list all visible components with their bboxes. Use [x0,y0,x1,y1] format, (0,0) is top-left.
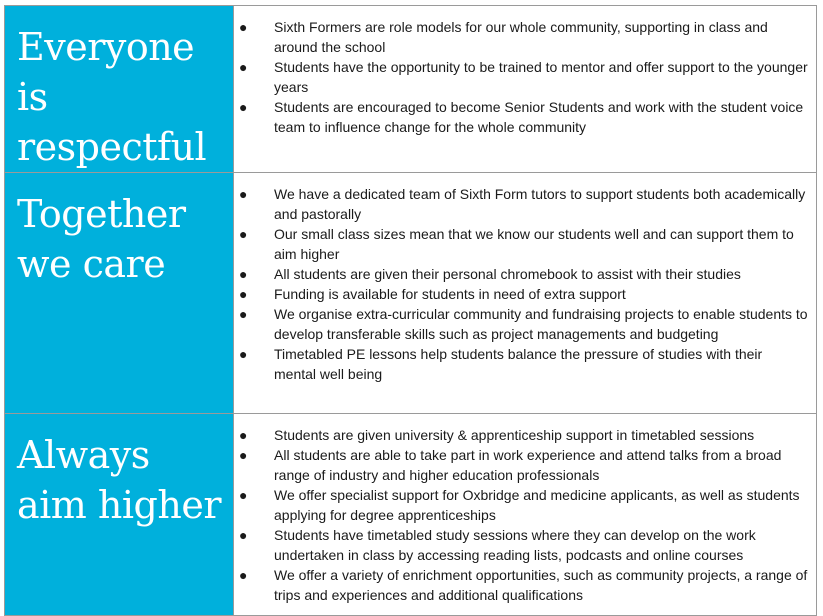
list-item: ● All students are able to take part in work experience and attend talks from a broad range of industry and higher education professionals [239,447,782,483]
list-item: ● Students are encouraged to become Senior Students and work with the student voice team to influence change for the whole community [239,99,804,135]
bullet-icon: ● [239,487,248,503]
row-heading: Everyone is respectful [17,25,207,169]
bullet-icon: ● [239,99,248,115]
row-heading: Always aim higher [17,433,221,527]
list-item: ● All students are given their personal chromebook to assist with their studies [239,266,741,282]
bullet-list [234,6,816,147]
bullet-icon: ● [239,306,248,322]
bullet-icon: ● [239,226,248,242]
list-item: ● Students have timetabled study sessions where they can develop on the work undertaken in class by accessing reading lists, podcasts and online courses [239,527,756,563]
list-item: ● We offer a variety of enrichment opportunities, such as community projects, a range of trips and experiences and additional qualifications [239,567,808,603]
bullet-icon: ● [239,19,248,35]
bullet-icon: ● [239,186,248,202]
bullet-icon: ● [239,567,248,583]
table-row [5,6,817,173]
values-table [4,5,817,616]
bullet-icon: ● [239,59,248,75]
list-item: ● Timetabled PE lessons help students balance the pressure of studies with their mental well being [239,346,763,382]
bullet-list [234,414,816,615]
bullet-icon: ● [239,447,248,463]
table-row [5,173,817,414]
list-item: ● Our small class sizes mean that we know our students well and can support them to aim higher [239,226,794,262]
list-item: ● We offer specialist support for Oxbridge and medicine applicants, as well as students applying for degree apprenticeships [239,487,800,523]
bullet-list [234,173,816,394]
heading-cell [5,414,234,616]
list-item: ● Funding is available for students in need of extra support [239,286,626,302]
list-item: ● Students have the opportunity to be trained to mentor and offer support to the younger years [239,59,808,95]
list-item: ● Sixth Formers are role models for our whole community, supporting in class and around the school [239,19,768,55]
bullet-icon: ● [239,286,248,302]
content-cell [234,173,817,414]
list-item: ● Students are given university & apprenticeship support in timetabled sessions [239,427,755,443]
bullet-icon: ● [239,527,248,543]
list-item: ● We organise extra-curricular community and fundraising projects to enable students to develop transferable skills such as project managements and budgeting [239,306,808,342]
bullet-icon: ● [239,346,248,362]
content-cell [234,6,817,173]
heading-cell [5,6,234,173]
table-row [5,414,817,616]
heading-cell [5,173,234,414]
bullet-icon: ● [239,266,248,282]
bullet-icon: ● [239,427,248,443]
row-heading: Together we care [17,192,186,286]
list-item: ● We have a dedicated team of Sixth Form tutors to support students both academically and pastorally [239,186,806,222]
content-cell [234,414,817,616]
